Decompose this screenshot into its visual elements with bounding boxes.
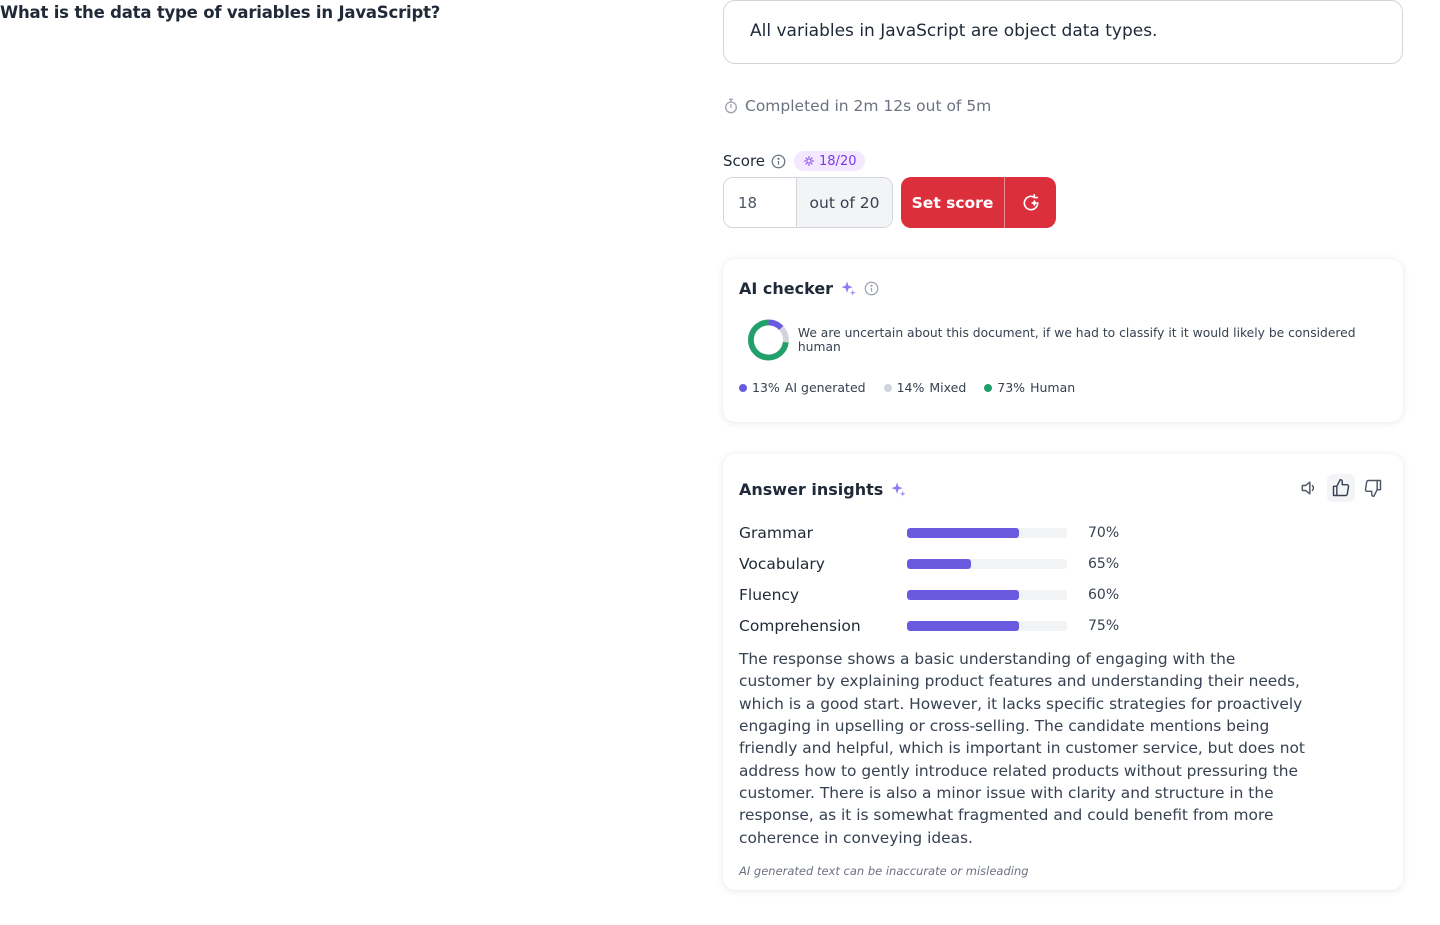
metric-label: Comprehension <box>739 616 861 635</box>
info-icon[interactable] <box>771 154 786 169</box>
completion-text: Completed in 2m 12s out of 5m <box>745 97 992 115</box>
metric-label: Vocabulary <box>739 555 825 574</box>
score-suffix: out of 20 <box>797 178 892 227</box>
score-input[interactable] <box>724 178 797 227</box>
ai-donut-chart <box>747 318 790 362</box>
metric-bar-fill <box>907 559 971 569</box>
set-score-group <box>901 177 1056 228</box>
ai-checker-header <box>739 279 1387 298</box>
thumbs-up-button[interactable] <box>1327 474 1355 502</box>
legend-value: 73% <box>997 380 1026 395</box>
legend-dot <box>984 384 992 392</box>
metric-value: 65% <box>1088 556 1120 573</box>
metric-bar-fill <box>907 621 1019 631</box>
metric-row <box>739 580 1387 611</box>
ai-checker-title: AI checker <box>739 279 834 298</box>
metric-value: 75% <box>1088 617 1120 634</box>
insights-title-group <box>739 480 907 499</box>
metric-bar-track <box>907 559 1067 569</box>
thumbs-up-icon <box>1331 478 1351 498</box>
set-score-button[interactable]: Set score <box>901 177 1005 228</box>
insights-metrics <box>739 518 1387 641</box>
thumbs-down-button[interactable] <box>1359 474 1387 502</box>
ai-score-badge <box>794 151 865 171</box>
ai-refresh-icon <box>1021 193 1041 213</box>
insight-text: The response shows a basic understanding of engaging with the customer by explaining product features and understanding their needs, which is a good start. However, it lacks specific strategies for proactively engaging in upselling or cross-selling. The candidate mentions being friendly and helpful, which is important in customer service, but does not address how to gently introduce related products without pressuring the customer. There is also a minor issue with clarity and structure in the response, as it is somewhat fragmented and could benefit from more coherence in conveying ideas. <box>739 650 1305 847</box>
score-label: Score <box>723 152 766 170</box>
answer-box: All variables in JavaScript are object data types. <box>723 0 1403 64</box>
legend-value: 14% <box>896 380 925 395</box>
ai-checker-card <box>723 259 1403 422</box>
ai-legend <box>739 380 1387 395</box>
ai-regenerate-button[interactable] <box>1005 177 1056 228</box>
ai-result-row <box>739 318 1387 362</box>
ai-score-value: 18/20 <box>819 153 857 169</box>
metric-row <box>739 549 1387 580</box>
metric-bar-track <box>907 590 1067 600</box>
stopwatch-icon <box>723 98 739 114</box>
question-title: What is the data type of variables in JavaScript? <box>0 3 441 22</box>
metric-bar-fill <box>907 528 1019 538</box>
legend-label: Mixed <box>929 380 967 395</box>
metric-row <box>739 610 1387 641</box>
ai-disclaimer: AI generated text can be inaccurate or misleading <box>739 863 1029 878</box>
score-input-group <box>723 177 893 228</box>
legend-item <box>984 380 1075 395</box>
metric-bar-track <box>907 621 1067 631</box>
metric-bar-fill <box>907 590 1019 600</box>
sparkle-icon <box>840 280 857 297</box>
legend-dot <box>884 384 892 392</box>
legend-dot <box>739 384 747 392</box>
legend-item <box>884 380 967 395</box>
feedback-actions <box>1295 474 1387 502</box>
legend-label: Human <box>1030 380 1076 395</box>
score-header <box>723 151 865 171</box>
sparkle-icon <box>803 155 815 167</box>
metric-label: Grammar <box>739 524 813 543</box>
legend-item <box>739 380 866 395</box>
metric-row <box>739 518 1387 549</box>
sparkle-icon <box>890 481 907 498</box>
insights-title: Answer insights <box>739 479 884 499</box>
read-aloud-button[interactable] <box>1295 474 1323 502</box>
ai-description: We are uncertain about this document, if we had to classify it it would likely be considered human <box>797 326 1356 354</box>
insights-header <box>739 476 1387 502</box>
metric-label: Fluency <box>739 585 800 604</box>
info-icon[interactable] <box>864 281 879 296</box>
completion-status <box>723 97 991 115</box>
legend-label: AI generated <box>784 380 866 395</box>
metric-value: 60% <box>1088 586 1120 603</box>
thumbs-down-icon <box>1363 478 1383 498</box>
answer-insights-card <box>723 454 1403 890</box>
legend-value: 13% <box>752 380 780 395</box>
metric-value: 70% <box>1088 525 1120 542</box>
metric-bar-track <box>907 528 1067 538</box>
speaker-icon <box>1299 478 1319 498</box>
